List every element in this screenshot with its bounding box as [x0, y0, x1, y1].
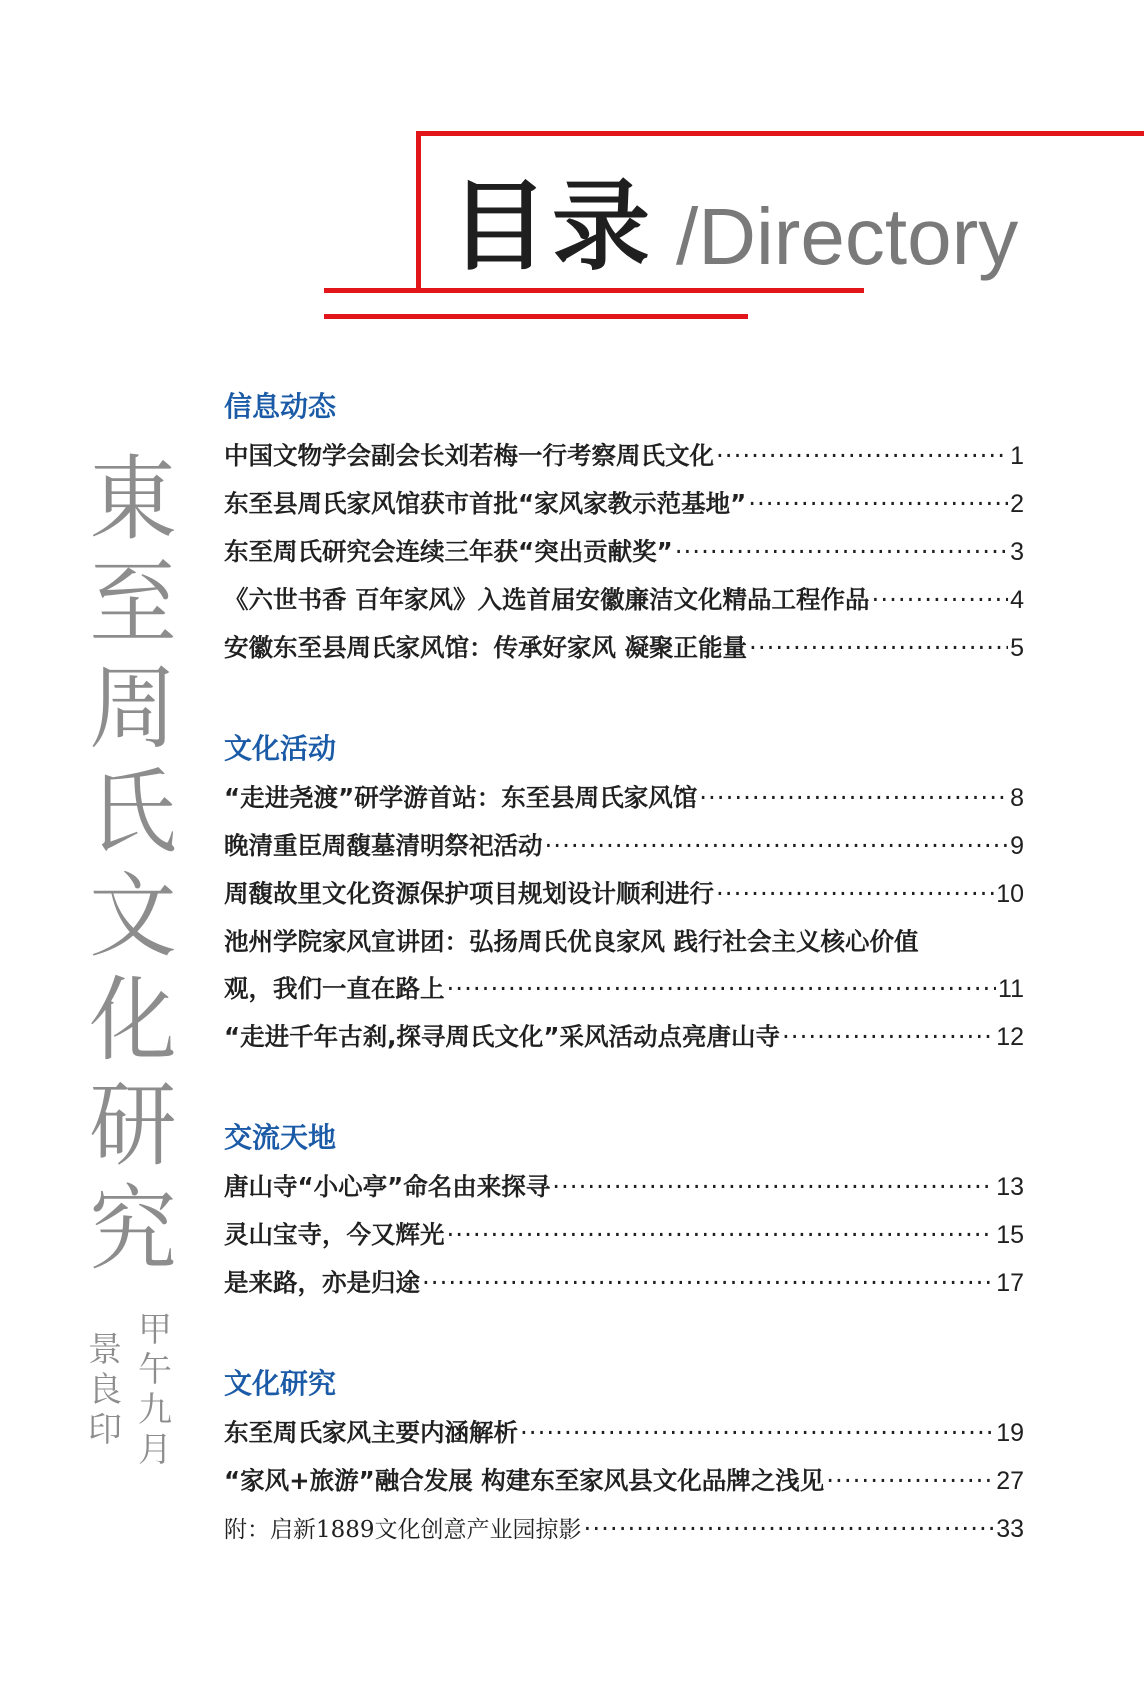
inscription-char: 景	[88, 1330, 122, 1370]
toc-entry[interactable]	[224, 432, 1024, 480]
entry-title: 是来路，亦是归途	[224, 1268, 420, 1297]
section-title: 信息动态	[224, 390, 337, 423]
toc-entry[interactable]	[224, 918, 1024, 1013]
toc-entry[interactable]	[224, 624, 1024, 672]
dot-leader	[826, 1457, 994, 1504]
toc-entry[interactable]	[224, 822, 1024, 870]
dot-leader	[675, 528, 1008, 575]
dot-leader	[716, 870, 994, 917]
toc-section	[224, 1365, 1024, 1554]
entry-page-number: 13	[996, 1173, 1024, 1201]
header-underline-short	[324, 314, 748, 319]
table-of-contents	[224, 388, 1024, 1554]
entry-title: “走进千年古刹,探寻周氏文化”采风活动点亮唐山寺	[224, 1022, 781, 1051]
calligraphy-char: 氏	[89, 758, 177, 866]
section-title: 文化活动	[224, 732, 337, 765]
toc-entry[interactable]	[224, 774, 1024, 822]
toc-section	[224, 730, 1024, 1061]
entry-page-number: 9	[1010, 832, 1024, 860]
dot-leader	[749, 624, 1008, 671]
calligraphy-char: 周	[89, 654, 177, 762]
calligraphy-title	[78, 446, 188, 1283]
dot-leader	[716, 432, 1008, 479]
toc-entry[interactable]	[224, 1409, 1024, 1457]
toc-entry[interactable]	[224, 1505, 1024, 1554]
entry-page-number: 8	[1010, 784, 1024, 812]
dot-leader	[782, 1013, 994, 1060]
toc-entry[interactable]	[224, 870, 1024, 918]
entry-title: 东至周氏研究会连续三年获“突出贡献奖”	[224, 537, 673, 566]
entry-page-number: 11	[998, 975, 1024, 1003]
entry-title: 中国文物学会副会长刘若梅一行考察周氏文化	[224, 441, 714, 470]
entry-second-line	[224, 965, 1024, 1013]
header-frame-left-line	[416, 131, 421, 293]
entry-page-number: 27	[996, 1467, 1024, 1495]
calligraphy-char: 文	[89, 863, 177, 971]
entry-page-number: 2	[1010, 490, 1024, 518]
calligraphy-char: 化	[89, 967, 177, 1075]
entry-page-number: 4	[1010, 586, 1024, 614]
toc-section	[224, 1119, 1024, 1307]
entry-page-number: 15	[996, 1221, 1024, 1249]
entry-title: “走进尧渡”研学游首站：东至县周氏家风馆	[224, 783, 698, 812]
entry-page-number: 1	[1010, 442, 1024, 470]
entry-title: 《六世书香 百年家风》入选首届安徽廉洁文化精品工程作品	[224, 585, 870, 614]
entry-title-line2: 观，我们一直在路上	[224, 974, 445, 1003]
entry-title: 安徽东至县周氏家风馆：传承好家风 凝聚正能量	[224, 633, 748, 662]
dot-leader	[748, 480, 1008, 527]
header-underline-long	[324, 288, 864, 293]
toc-entry[interactable]	[224, 1259, 1024, 1307]
dot-leader	[447, 1211, 995, 1258]
calligraphy-char: 研	[89, 1071, 177, 1179]
entry-title: 东至周氏家风主要内涵解析	[224, 1418, 518, 1447]
inscription-char: 九	[138, 1390, 172, 1430]
entry-title: 东至县周氏家风馆获市首批“家风家教示范基地”	[224, 489, 747, 518]
inscription-char: 月	[138, 1430, 172, 1470]
dot-leader	[520, 1409, 994, 1456]
calligraphy-char: 至	[89, 550, 177, 658]
entry-page-number: 10	[996, 880, 1024, 908]
page-title-chinese: 目录	[450, 170, 655, 284]
entry-page-number: 3	[1010, 538, 1024, 566]
inscription-char: 印	[88, 1410, 122, 1450]
calligraphy-inscription-date	[138, 1310, 172, 1470]
entry-page-number: 17	[996, 1269, 1024, 1297]
section-title: 文化研究	[224, 1367, 337, 1400]
dot-leader	[584, 1505, 995, 1552]
entry-page-number: 33	[996, 1515, 1024, 1543]
inscription-char: 午	[138, 1350, 172, 1390]
toc-entry[interactable]	[224, 480, 1024, 528]
toc-entry[interactable]	[224, 1163, 1024, 1211]
toc-entry[interactable]	[224, 1457, 1024, 1505]
entry-title: “家风+旅游”融合发展 构建东至家风县文化品牌之浅见	[224, 1466, 825, 1495]
entry-title: 灵山宝寺，今又辉光	[224, 1220, 445, 1249]
page-title-english: /Directory	[676, 192, 1019, 281]
entry-title: 周馥故里文化资源保护项目规划设计顺利进行	[224, 879, 714, 908]
calligraphy-char: 究	[89, 1175, 177, 1283]
inscription-char: 良	[88, 1370, 122, 1410]
entry-page-number: 12	[996, 1023, 1024, 1051]
calligraphy-char: 東	[89, 446, 177, 553]
entry-title: 晚清重臣周馥墓清明祭祀活动	[224, 831, 543, 860]
header-frame-top-line	[416, 131, 1144, 136]
inscription-char: 甲	[138, 1310, 172, 1350]
toc-entry[interactable]	[224, 576, 1024, 624]
toc-section	[224, 388, 1024, 672]
dot-leader	[545, 822, 1009, 869]
entry-title-line1: 池州学院家风宣讲团：弘扬周氏优良家风 践行社会主义核心价值	[224, 927, 919, 956]
dot-leader	[872, 576, 1009, 623]
entry-page-number: 5	[1010, 634, 1024, 662]
dot-leader	[552, 1163, 994, 1210]
entry-page-number: 19	[996, 1419, 1024, 1447]
toc-entry[interactable]	[224, 528, 1024, 576]
dot-leader	[699, 774, 1008, 821]
toc-entry[interactable]	[224, 1211, 1024, 1259]
dot-leader	[447, 965, 997, 1012]
dot-leader	[422, 1259, 994, 1306]
calligraphy-inscription-signature	[88, 1330, 122, 1450]
entry-title: 唐山寺“小心亭”命名由来探寻	[224, 1172, 551, 1201]
section-title: 交流天地	[224, 1121, 337, 1154]
entry-title: 附：启新1889文化创意产业园掠影	[224, 1517, 582, 1543]
toc-entry[interactable]	[224, 1013, 1024, 1061]
